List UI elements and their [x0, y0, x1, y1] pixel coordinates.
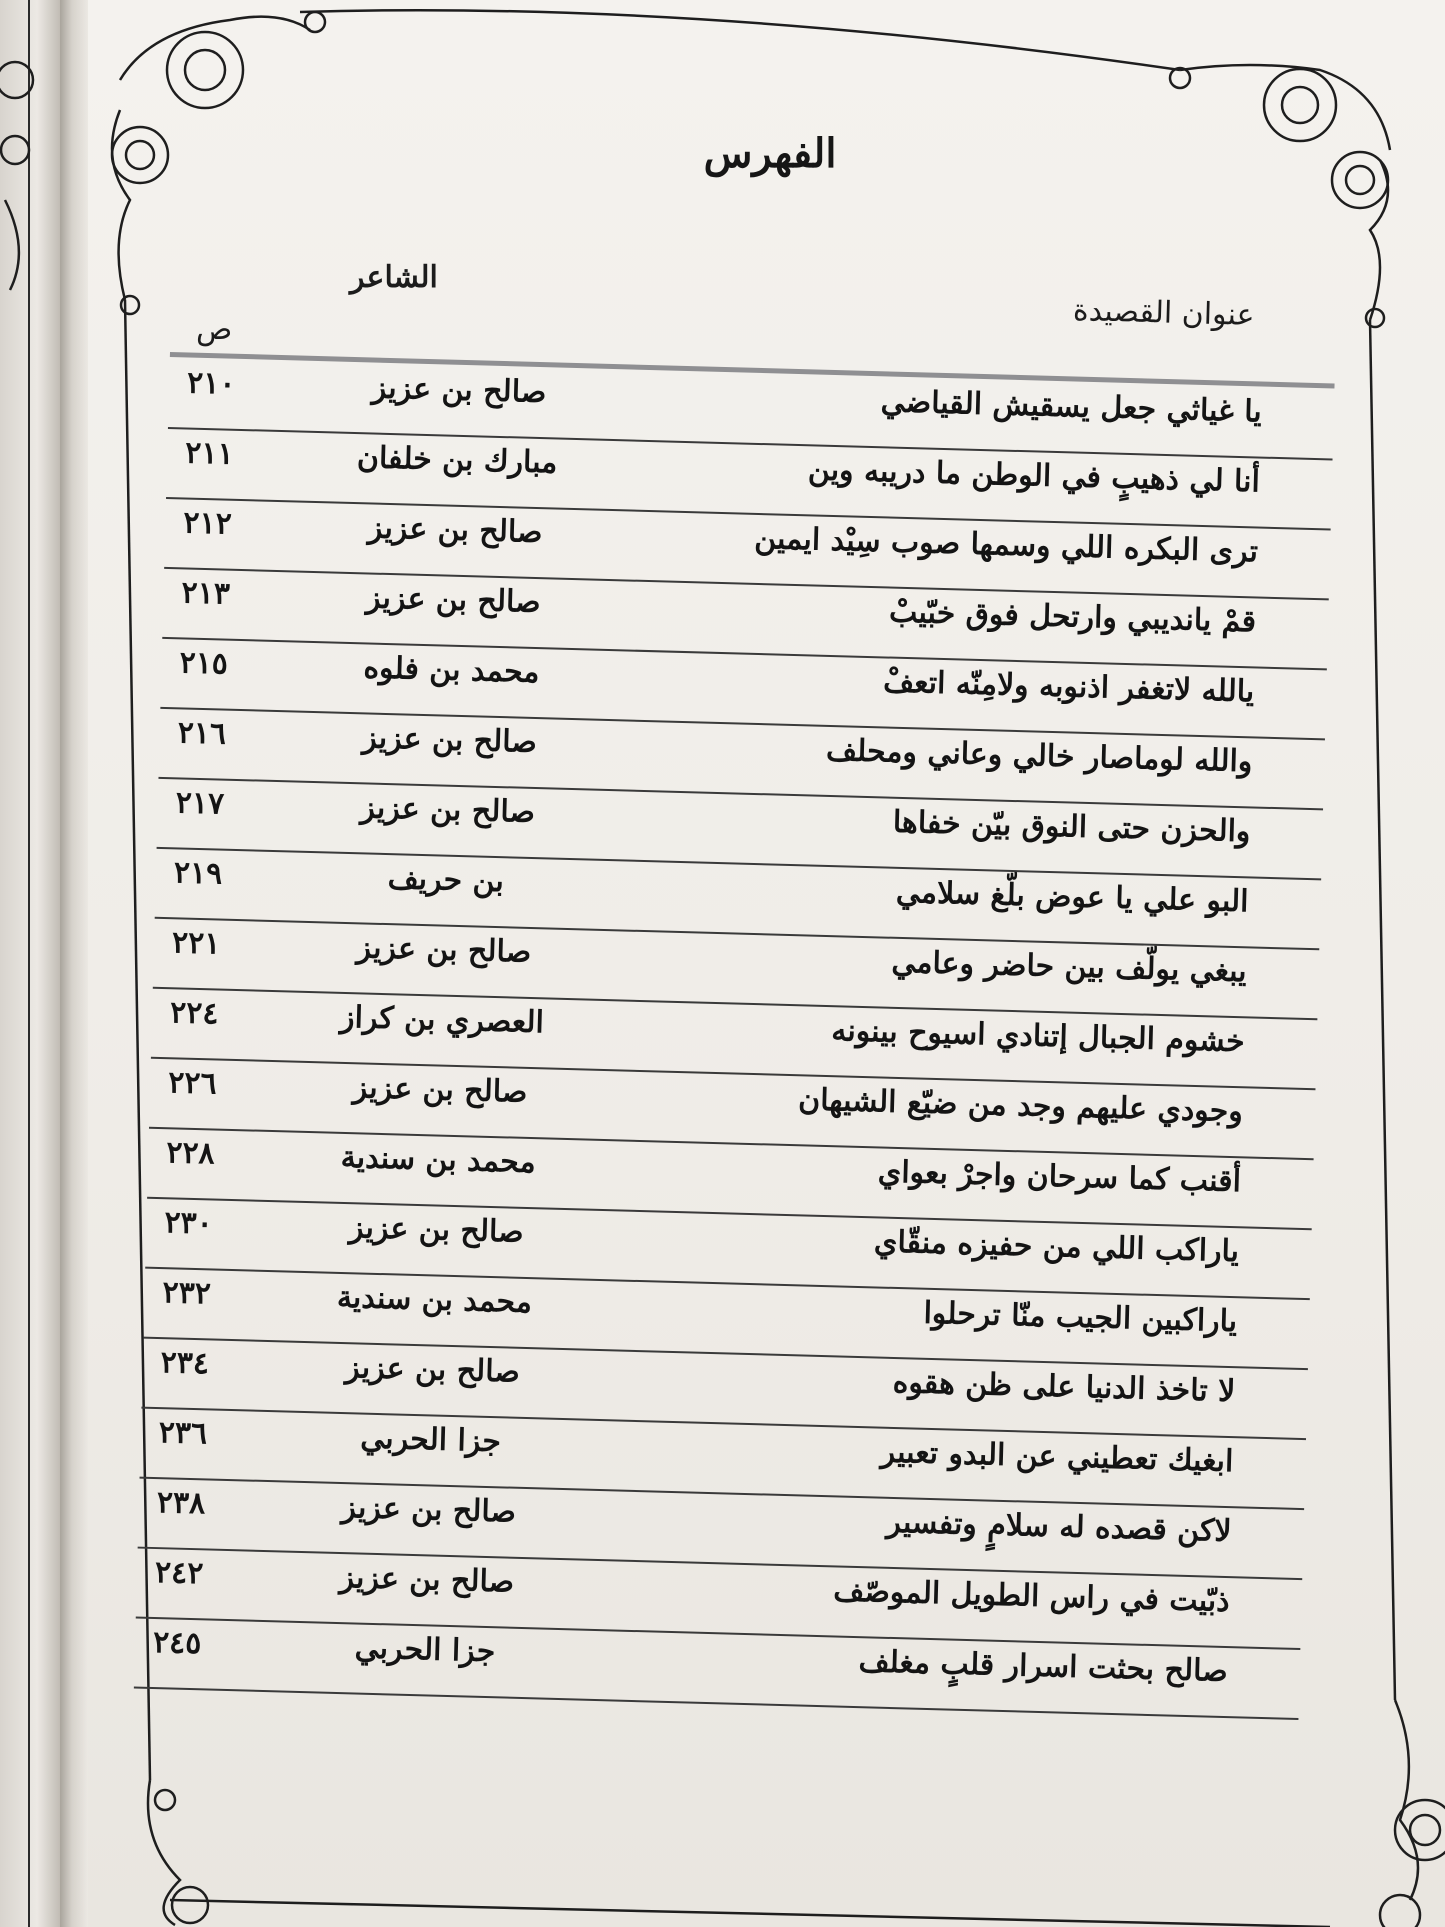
column-header-poet: الشاعر — [350, 260, 438, 295]
poet-name: محمد بن سندية — [340, 1139, 537, 1181]
page-number: ٢٣٨ — [156, 1485, 206, 1522]
poet-name: صالح بن عزيز — [341, 1490, 517, 1530]
page-number: ٢١٧ — [175, 785, 225, 822]
poet-name: محمد بن سندية — [336, 1279, 533, 1321]
poet-name: صالح بن عزيز — [365, 580, 542, 621]
facing-page-border — [28, 0, 30, 1927]
poet-name: صالح بن عزيز — [352, 1070, 528, 1110]
poet-name: بن حريف — [387, 861, 505, 900]
poet-name: جزا الحربي — [354, 1630, 496, 1670]
poem-title: البو علي يا عوض بلّغ سلامي — [895, 874, 1249, 920]
poet-name: مبارك بن خلفان — [356, 440, 558, 481]
poem-title: ترى البكره اللي وسمها صوب سِيْد ايمين — [753, 520, 1259, 570]
page-number: ٢١٦ — [177, 715, 227, 752]
page-number: ٢٣٢ — [162, 1275, 212, 1312]
page-number: ٢١٩ — [173, 855, 223, 892]
page-title: الفهرس — [703, 130, 837, 177]
poem-title: لا تاخذ الدنيا على ظن هقوه — [892, 1364, 1236, 1410]
page-number: ٢١٠ — [186, 365, 236, 402]
poem-title: والله لوماصار خالي وعاني ومحلف — [825, 732, 1253, 780]
poem-title: أقنب كما سرحان واجرْ بعواي — [877, 1154, 1242, 1200]
poem-title: لاكن قصده له سلامٍ وتفسير — [886, 1504, 1232, 1550]
poet-name: جزا الحربي — [359, 1420, 502, 1460]
page-number: ٢٢٤ — [169, 995, 219, 1032]
column-header-page: ص — [196, 312, 233, 347]
page-number: ٢٢١ — [171, 925, 221, 962]
poet-name: صالح بن عزيز — [367, 510, 544, 551]
page-number: ٢٢٦ — [167, 1065, 218, 1102]
poem-title: ذبّيت في راس الطويل الموصّف — [832, 1573, 1231, 1620]
page-number: ٢١٥ — [179, 645, 229, 682]
poem-title: قمْ يانديبي وارتحل فوق خبّيبْ — [888, 594, 1257, 640]
poet-name: العصري بن كراز — [339, 999, 545, 1041]
page-number: ٢٣٤ — [160, 1345, 210, 1382]
column-header-title: عنوان القصيدة — [1073, 292, 1256, 333]
poet-name: صالح بن عزيز — [361, 720, 538, 761]
poem-title: ياراكبين الجيب منّا ترحلوا — [923, 1295, 1238, 1340]
poem-title: أنا لي ذهيبٍ في الوطن ما دريبه وين — [807, 452, 1261, 500]
facing-page-edge — [0, 0, 62, 1927]
page-number: ٢٤٢ — [154, 1555, 204, 1592]
page-number: ٢٤٥ — [152, 1625, 202, 1662]
page-number: ٢٣٦ — [158, 1415, 208, 1452]
poem-title: ابغيك تعطيني عن البدو تعبير — [880, 1434, 1234, 1480]
page-number: ٢٣٠ — [163, 1205, 214, 1242]
poet-name: صالح بن عزيز — [359, 790, 536, 831]
poem-title: يالله لاتغفر اذنوبه ولامِنّه اتعفْ — [882, 664, 1255, 710]
book-gutter — [60, 0, 90, 1927]
poet-name: صالح بن عزيز — [348, 1210, 525, 1250]
page-number: ٢١٣ — [181, 575, 231, 612]
poem-title: صالح بحثت اسرار قلبٍ مغلف — [858, 1644, 1229, 1690]
page-number: ٢١١ — [184, 435, 235, 472]
poem-title: يا غياثي جعل يسقيش القياضي — [880, 384, 1263, 430]
poem-title: ياراكب اللي من حفيزه منقّاي — [873, 1224, 1240, 1270]
poem-title: وجودي عليهم وجد من ضيّع الشيهان — [797, 1082, 1244, 1130]
poem-title: والحزن حتى النوق بيّن خفاها — [892, 804, 1251, 850]
poet-name: صالح بن عزيز — [356, 930, 532, 970]
poet-name: صالح بن عزيز — [371, 370, 547, 411]
index-table — [134, 352, 1335, 1720]
page-number: ٢٢٨ — [165, 1135, 216, 1172]
poem-title: يبغي يولّف بين حاضر وعامي — [891, 944, 1248, 990]
poet-name: صالح بن عزيز — [344, 1350, 521, 1390]
poem-title: خشوم الجبال إتنادي اسيوح بينونه — [830, 1013, 1246, 1060]
page-number: ٢١٢ — [182, 505, 233, 542]
poet-name: صالح بن عزيز — [339, 1560, 515, 1600]
poet-name: محمد بن فلوه — [363, 650, 540, 691]
